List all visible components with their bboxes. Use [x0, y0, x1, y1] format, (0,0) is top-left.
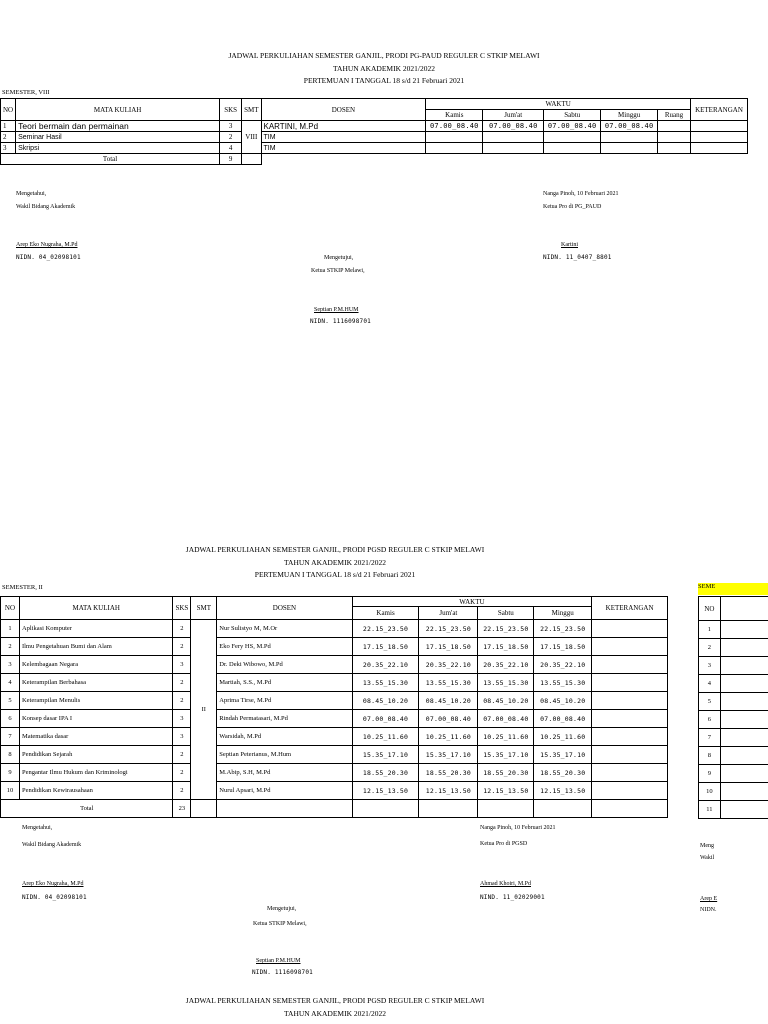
- cell-no: 2: [1, 132, 16, 143]
- side-cell-no: 1: [699, 621, 721, 639]
- cell-jumat: 07.00_08.40: [483, 121, 544, 132]
- side-cell-empty: [720, 747, 768, 765]
- block2-sign-mid-2: Ketua STKIP Melawi,: [253, 921, 307, 927]
- cell-ket: [592, 638, 668, 656]
- side-row: [699, 783, 768, 801]
- cell-sks: 3: [173, 656, 191, 674]
- cell-no: 6: [1, 710, 20, 728]
- cell-ket: [690, 132, 747, 143]
- block1-year: TAHUN AKADEMIK 2021/2022: [333, 64, 435, 73]
- block3-title: JADWAL PERKULIAHAN SEMESTER GANJIL, PRODI PGSD REGULER C STKIP MELAWI: [185, 996, 485, 1005]
- col-dosen-header: DOSEN: [261, 99, 426, 121]
- cell-jumat: 20.35_22.10: [419, 656, 478, 674]
- block1-sign-left-name: Arep Eko Nugraha, M.Pd: [16, 242, 78, 248]
- col-no-header: NO: [1, 597, 20, 620]
- cell-no: 4: [1, 674, 20, 692]
- cell-jumat: 15.35_17.10: [419, 746, 478, 764]
- col-minggu: Minggu: [601, 110, 658, 121]
- cell-dosen: Rindah Permatasari, M.Pd: [217, 710, 352, 728]
- cell-sabtu: 07.00_08.40: [478, 710, 534, 728]
- block2-sign-right-2: Ketua Pro di PGSD: [480, 841, 528, 847]
- side-semester-label: SEME: [698, 583, 768, 595]
- block1-sign-mid-nidn: NIDN. 1116098701: [310, 318, 371, 325]
- col-kamis: Kamis: [426, 110, 483, 121]
- cell-ket: [592, 620, 668, 638]
- side-cell-no: 6: [699, 711, 721, 729]
- cell-no: 1: [1, 620, 20, 638]
- cell-kamis: 07.00_08.40: [426, 121, 483, 132]
- cell-kamis: 13.55_15.30: [352, 674, 419, 692]
- col-smt-header: SMT: [242, 99, 261, 121]
- cell-sabtu: 12.15_13.50: [478, 782, 534, 800]
- col-mk-header: MATA KULIAH: [19, 597, 173, 620]
- cell-minggu: [601, 143, 658, 154]
- cell-mk: Ilmu Pengetahuan Bumi dan Alam: [19, 638, 173, 656]
- cell-sks: 2: [173, 782, 191, 800]
- table-total-row: [1, 800, 668, 818]
- cell-ket: [592, 728, 668, 746]
- cell-sks: 3: [220, 121, 242, 132]
- cell-sks: 3: [173, 728, 191, 746]
- col-ruang: Ruang: [658, 110, 691, 121]
- cell-no: 3: [1, 656, 20, 674]
- cell-ruang: [658, 143, 691, 154]
- cell-ket: [592, 764, 668, 782]
- block2-sign-left-2: Wakil Bidang Akademik: [22, 842, 82, 848]
- side-row: [699, 729, 768, 747]
- side-sign-2: Wakil: [700, 855, 715, 861]
- block1-sign-right-2: Ketua Pro di PG_PAUD: [543, 204, 602, 210]
- cell-kamis: 17.15_18.50: [352, 638, 419, 656]
- side-cell-empty: [720, 729, 768, 747]
- cell-minggu: 20.35_22.10: [534, 656, 592, 674]
- cell-minggu: 07.00_08.40: [534, 710, 592, 728]
- cell-mk: Seminar Hasil: [16, 132, 220, 143]
- cell-sks: 2: [173, 764, 191, 782]
- cell-minggu: 13.55_15.30: [534, 674, 592, 692]
- table-row: [1, 782, 668, 800]
- block2-sign-left-nidn: NIDN. 04_02098101: [22, 894, 87, 901]
- side-row: [699, 693, 768, 711]
- cell-ket: [690, 121, 747, 132]
- side-cell-empty: [720, 693, 768, 711]
- col-waktu-header: WAKTU: [426, 99, 691, 110]
- block1-sign-right-name: Kartini: [561, 242, 578, 248]
- cell-sks: 2: [220, 132, 242, 143]
- cell-dosen: Septian Peterianus, M.Hum: [217, 746, 352, 764]
- cell-mk: Pendidikan Kewirausahaan: [19, 782, 173, 800]
- cell-ket: [592, 710, 668, 728]
- cell-minggu: 15.35_17.10: [534, 746, 592, 764]
- block2-schedule-table: [0, 596, 668, 818]
- cell-mk: Kelembagaan Negara: [19, 656, 173, 674]
- cell-kamis: 22.15_23.50: [352, 620, 419, 638]
- cell-sabtu: 15.35_17.10: [478, 746, 534, 764]
- side-row: [699, 765, 768, 783]
- cell-no: 9: [1, 764, 20, 782]
- cell-dosen: Dr. Deki Wibowo, M.Pd: [217, 656, 352, 674]
- cell-dosen: M.Abip, S.H, M.Pd: [217, 764, 352, 782]
- table-row: [1, 143, 748, 154]
- block2-meeting: PERTEMUAN I TANGGAL 18 s/d 21 Februari 2021: [254, 570, 416, 579]
- cell-smt: VIII: [242, 121, 261, 154]
- side-cell-no: 11: [699, 801, 721, 819]
- side-sign-nidn: NIDN.: [700, 907, 717, 913]
- side-sign-1: Meng: [700, 843, 714, 849]
- table-row: [1, 674, 668, 692]
- block3-year: TAHUN AKADEMIK 2021/2022: [284, 1009, 386, 1018]
- table-row: [1, 728, 668, 746]
- col-sabtu: Sabtu: [478, 607, 534, 620]
- table-row: [1, 638, 668, 656]
- block1-sign-left-2: Wakil Bidang Akademik: [16, 204, 76, 210]
- block2-sign-right-name: Ahmad Khoiri, M.Pd: [480, 881, 531, 887]
- cell-sks: 2: [173, 692, 191, 710]
- cell-smt: II: [191, 620, 217, 800]
- cell-sks: 2: [173, 620, 191, 638]
- cell-no: 10: [1, 782, 20, 800]
- cell-sabtu: 20.35_22.10: [478, 656, 534, 674]
- side-cell-no: 2: [699, 639, 721, 657]
- side-row: [699, 675, 768, 693]
- cell-kamis: 10.25_11.60: [352, 728, 419, 746]
- cell-sks: 2: [173, 638, 191, 656]
- side-cell-empty: [720, 621, 768, 639]
- block1-sign-right-nidn: NIDN. 11_0407_8801: [543, 254, 612, 261]
- cell-kamis: 18.55_20.30: [352, 764, 419, 782]
- side-cell-no: 7: [699, 729, 721, 747]
- cell-sabtu: 22.15_23.50: [478, 620, 534, 638]
- table-row: [1, 656, 668, 674]
- table-row: [1, 121, 748, 132]
- cell-dosen: TIM: [261, 132, 426, 143]
- cell-mk: Teori bermain dan permainan: [16, 121, 220, 132]
- side-row: [699, 711, 768, 729]
- cell-mk: Pendidikan Sejarah: [19, 746, 173, 764]
- block1-sign-left-1: Mengetahui,: [16, 191, 47, 197]
- block2-sign-right-1: Nanga Pinoh, 10 Februari 2021: [480, 825, 556, 831]
- side-cell-empty: [720, 801, 768, 819]
- cell-minggu: [601, 132, 658, 143]
- cell-sks: 4: [220, 143, 242, 154]
- cell-sabtu: 13.55_15.30: [478, 674, 534, 692]
- block2-sign-right-nidn: NIND. 11_02029001: [480, 894, 545, 901]
- cell-ket: [592, 782, 668, 800]
- cell-mk: Konsep dasar IPA I: [19, 710, 173, 728]
- table-row: [1, 692, 668, 710]
- block1-sign-mid-2: Ketua STKIP Melawi,: [311, 268, 365, 274]
- col-jumat: Jum'at: [419, 607, 478, 620]
- total-label: Total: [1, 800, 173, 818]
- cell-jumat: 12.15_13.50: [419, 782, 478, 800]
- side-sign-name: Arep E: [700, 896, 718, 902]
- cell-mk: Matematika dasar: [19, 728, 173, 746]
- side-cell-empty: [720, 765, 768, 783]
- total-value: 9: [220, 154, 242, 165]
- cell-jumat: [483, 143, 544, 154]
- cell-kamis: 20.35_22.10: [352, 656, 419, 674]
- side-cell-no: 4: [699, 675, 721, 693]
- cell-mk: Skripsi: [16, 143, 220, 154]
- col-sabtu: Sabtu: [544, 110, 601, 121]
- side-table: [698, 596, 768, 819]
- side-cell-no: 8: [699, 747, 721, 765]
- cell-sks: 3: [173, 710, 191, 728]
- block1-sign-mid-1: Mengetujui,: [324, 255, 354, 261]
- cell-ket: [690, 143, 747, 154]
- cell-ket: [592, 746, 668, 764]
- block1-title: JADWAL PERKULIAHAN SEMESTER GANJIL, PRODI PG-PAUD REGULER C STKIP MELAWI: [228, 51, 540, 60]
- col-ket-header: KETERANGAN: [690, 99, 747, 121]
- col-minggu: Minggu: [534, 607, 592, 620]
- cell-sks: 2: [173, 674, 191, 692]
- cell-ruang: [658, 132, 691, 143]
- side-row: [699, 801, 768, 819]
- block2-semester: SEMESTER, II: [2, 584, 43, 591]
- cell-dosen: Nurul Apsari, M.Pd: [217, 782, 352, 800]
- side-cell-empty: [720, 639, 768, 657]
- cell-dosen: TIM: [261, 143, 426, 154]
- col-no-header: NO: [1, 99, 16, 121]
- table-row: [1, 132, 748, 143]
- block2-title: JADWAL PERKULIAHAN SEMESTER GANJIL, PRODI PGSD REGULER C STKIP MELAWI: [185, 545, 485, 554]
- cell-dosen: Warsidah, M.Pd: [217, 728, 352, 746]
- cell-kamis: 08.45_10.20: [352, 692, 419, 710]
- cell-minggu: 10.25_11.60: [534, 728, 592, 746]
- block1-sign-mid-name: Septian P.M.HUM: [314, 307, 359, 313]
- cell-no: 8: [1, 746, 20, 764]
- block1-sign-left-nidn: NIDN. 04_02098101: [16, 254, 81, 261]
- cell-sabtu: [544, 143, 601, 154]
- cell-jumat: 08.45_10.20: [419, 692, 478, 710]
- side-row: [699, 639, 768, 657]
- side-cell-empty: [720, 657, 768, 675]
- col-sks-header: SKS: [220, 99, 242, 121]
- block2-sign-mid-1: Mengetujui,: [267, 906, 297, 912]
- col-ket-header: KETERANGAN: [592, 597, 668, 620]
- cell-jumat: 18.55_20.30: [419, 764, 478, 782]
- col-smt-header: SMT: [191, 597, 217, 620]
- block1-meeting: PERTEMUAN I TANGGAL 18 s/d 21 Februari 2021: [303, 76, 465, 85]
- side-cell-no: 5: [699, 693, 721, 711]
- cell-minggu: 12.15_13.50: [534, 782, 592, 800]
- cell-no: 5: [1, 692, 20, 710]
- col-mk-header: MATA KULIAH: [16, 99, 220, 121]
- cell-kamis: 07.00_08.40: [352, 710, 419, 728]
- cell-jumat: 22.15_23.50: [419, 620, 478, 638]
- cell-jumat: 07.00_08.40: [419, 710, 478, 728]
- cell-kamis: 12.15_13.50: [352, 782, 419, 800]
- side-row: [699, 747, 768, 765]
- block1-schedule-table: [0, 98, 748, 165]
- cell-sabtu: 10.25_11.60: [478, 728, 534, 746]
- cell-mk: Aplikasi Komputer: [19, 620, 173, 638]
- side-row: [699, 621, 768, 639]
- side-cell-empty: [720, 675, 768, 693]
- side-row: [699, 657, 768, 675]
- cell-minggu: 07.00_08.40: [601, 121, 658, 132]
- cell-sabtu: [544, 132, 601, 143]
- side-cell-no: 3: [699, 657, 721, 675]
- cell-kamis: [426, 132, 483, 143]
- cell-ruang: [658, 121, 691, 132]
- cell-dosen: Martiah, S.S., M.Pd: [217, 674, 352, 692]
- block2-sign-mid-name: Septian P.M.HUM: [256, 958, 301, 964]
- cell-no: 7: [1, 728, 20, 746]
- block1-semester: SEMESTER, VIII: [2, 89, 50, 96]
- cell-jumat: 10.25_11.60: [419, 728, 478, 746]
- cell-no: 1: [1, 121, 16, 132]
- cell-sabtu: 17.15_18.50: [478, 638, 534, 656]
- table-row: [1, 620, 668, 638]
- side-cell-no: 10: [699, 783, 721, 801]
- cell-no: 2: [1, 638, 20, 656]
- cell-ket: [592, 674, 668, 692]
- cell-dosen: Nur Sulistyo M, M.Or: [217, 620, 352, 638]
- table-total-row: [1, 154, 748, 165]
- cell-kamis: 15.35_17.10: [352, 746, 419, 764]
- cell-jumat: 17.15_18.50: [419, 638, 478, 656]
- cell-sabtu: 08.45_10.20: [478, 692, 534, 710]
- cell-mk: Keterampilan Menulis: [19, 692, 173, 710]
- table-row: [1, 764, 668, 782]
- cell-mk: Pengantar Ilmu Hukum dan Kriminologi: [19, 764, 173, 782]
- cell-jumat: 13.55_15.30: [419, 674, 478, 692]
- cell-sabtu: 07.00_08.40: [544, 121, 601, 132]
- block1-sign-right-1: Nanga Pinoh, 10 Februari 2021: [543, 191, 619, 197]
- cell-dosen: KARTINI, M.Pd: [261, 121, 426, 132]
- table-row: [1, 710, 668, 728]
- col-dosen-header: DOSEN: [217, 597, 352, 620]
- cell-minggu: 18.55_20.30: [534, 764, 592, 782]
- cell-ket: [592, 656, 668, 674]
- cell-dosen: Aprima Tirse, M.Pd: [217, 692, 352, 710]
- side-cell-empty: [720, 783, 768, 801]
- block2-year: TAHUN AKADEMIK 2021/2022: [284, 558, 386, 567]
- side-cell-empty: [720, 711, 768, 729]
- block2-sign-left-name: Arep Eko Nugraha, M.Pd: [22, 881, 84, 887]
- block2-sign-mid-nidn: NIDN. 1116098701: [252, 969, 313, 976]
- table-row: [1, 746, 668, 764]
- cell-kamis: [426, 143, 483, 154]
- col-sks-header: SKS: [173, 597, 191, 620]
- cell-jumat: [483, 132, 544, 143]
- cell-minggu: 08.45_10.20: [534, 692, 592, 710]
- cell-minggu: 22.15_23.50: [534, 620, 592, 638]
- cell-dosen: Eko Fery HS, M.Pd: [217, 638, 352, 656]
- cell-minggu: 17.15_18.50: [534, 638, 592, 656]
- col-jumat: Jum'at: [483, 110, 544, 121]
- total-label: Total: [1, 154, 220, 165]
- total-value: 23: [173, 800, 191, 818]
- col-waktu-header: WAKTU: [352, 597, 592, 607]
- col-kamis: Kamis: [352, 607, 419, 620]
- cell-no: 3: [1, 143, 16, 154]
- side-cell-no: 9: [699, 765, 721, 783]
- cell-sks: 2: [173, 746, 191, 764]
- side-no-header: NO: [699, 597, 721, 621]
- cell-ket: [592, 692, 668, 710]
- block2-sign-left-1: Mengetahui,: [22, 825, 53, 831]
- cell-sabtu: 18.55_20.30: [478, 764, 534, 782]
- cell-mk: Keterampilan Berbahasa: [19, 674, 173, 692]
